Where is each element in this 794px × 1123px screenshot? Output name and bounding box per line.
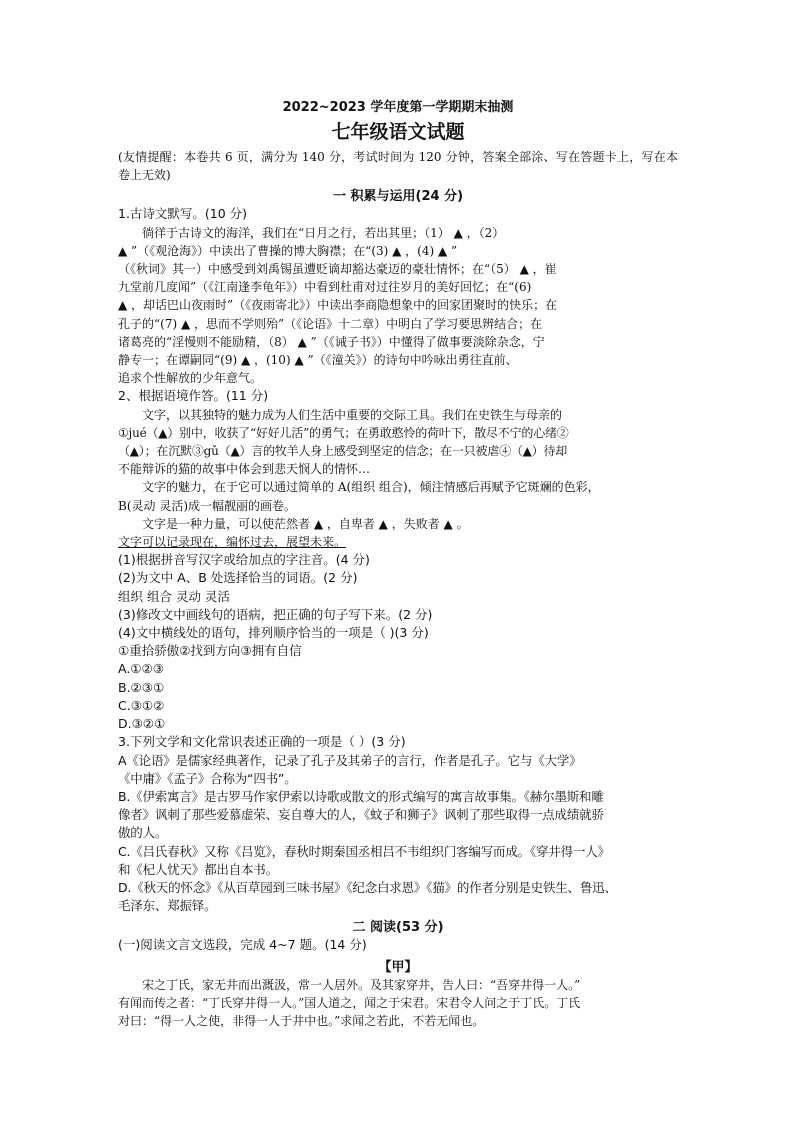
jia-text — [118, 976, 678, 1031]
q2-option: D.③②① — [118, 716, 166, 732]
q1-line: 九堂前几度闻”（《江南逢李龟年》）中看到杜甫对过往岁月的美好回忆；在“(6) — [118, 280, 532, 295]
q3-option: 毛泽东、郑振铎。 — [118, 898, 217, 914]
reading-section-1: (一)阅读文言文选段，完成 4~7 题。(14 分) — [118, 937, 367, 953]
q2-line: （▲）；在沉默③gǔ（▲）言的牧羊人身上感受到坚定的信念；在一只被虐④（▲）待却 — [118, 444, 568, 459]
jia-label: 【甲】 — [378, 959, 418, 975]
q3-option: 和《杞人忧天》都出自本书。 — [118, 861, 278, 877]
q3-options — [118, 752, 678, 916]
q1-line: 孔子的“(7) ▲ ，思而不学则殆”（《论语》十二章）中明白了学习要思辨结合；在 — [118, 316, 543, 331]
q2-line: B(灵动 灵活)成一幅靓丽的画卷。 — [118, 498, 296, 513]
q2-option: B.②③① — [118, 679, 165, 695]
q2-passage — [118, 406, 678, 552]
q2-subquestions — [118, 551, 678, 733]
q1-line: ▲ ，却话巴山夜雨时”（《夜雨寄北》）中读出李商隐想象中的回家团聚时的快乐；在 — [118, 298, 558, 313]
q1-line: 诸葛亮的“淫慢则不能励精，（8） ▲ ”（《诫子书》）中懂得了做事要淡除杂念，宁 — [118, 334, 545, 349]
q2-sub: (4)文中横线处的语句，排列顺序恰当的一项是（ )(3 分) — [118, 625, 429, 641]
part1-heading: 一 积累与运用(24 分) — [332, 189, 464, 205]
q1-line: （《秋词》其一）中感受到刘禹锡虽遭贬谪却豁达豪迈的豪壮情怀；在“（5） ▲ ，崔 — [118, 262, 557, 277]
q2-option: C.③①② — [118, 697, 165, 713]
q1-body — [118, 224, 678, 388]
q1-line: 徜徉于古诗文的海洋，我们在“日月之行，若出其里；（1） ▲ ，（2） — [142, 225, 505, 240]
jia-line: 宋之丁氏，家无井而出溉汲，常一人居外。及其家穿井，告人曰：“吾穿井得一人。” — [142, 977, 581, 992]
q2-option: A.①②③ — [118, 661, 164, 677]
q2-sub: 组织 组合 灵动 灵活 — [118, 588, 230, 604]
q1-line: 静专一；在谭嗣同“(9) ▲ ，(10) ▲ ”（《潼关》）的诗句中吟咏出勇往直前、 — [118, 353, 518, 368]
subject-title: 七年级语文试题 — [331, 121, 465, 143]
q3-option: 《中庸》《孟子》合称为“四书”。 — [118, 770, 297, 786]
q3-option: 傲的人。 — [118, 825, 168, 841]
part2-heading: 二 阅读(53 分) — [352, 920, 444, 936]
q1-line: ▲ ”（《观沧海》）中读出了曹操的博大胸襟；在“(3) ▲ ，(4) ▲ ” — [118, 243, 458, 258]
q2-sub: ①重拾骄傲②找到方向③拥有自信 — [118, 643, 302, 659]
q1-line: 追求个性解放的少年意气。 — [118, 371, 263, 386]
exam-title: 2022~2023 学年度第一学期期末抽测 — [282, 100, 514, 115]
q2-line: 文字是一种力量，可以使茫然者 ▲ ，自卑者 ▲ ，失败者 ▲ 。 — [142, 516, 469, 531]
q2-sub: (2)为文中 A、B 处选择恰当的词语。(2 分) — [118, 570, 358, 586]
q3-title: 3.下列文学和文化常识表述正确的一项是（ ）(3 分) — [118, 734, 406, 750]
q3-option: C.《吕氏春秋》又称《吕览》，春秋时期秦国丞相吕不韦组织门客编写而成。《穿井得一人》 — [118, 843, 610, 859]
jia-line: 对曰：“得一人之使，非得一人于井中也。”求闻之若此，不若无闻也。 — [118, 1013, 485, 1028]
q1-title: 1.古诗文默写。(10 分) — [118, 206, 248, 222]
q2-line: 不能辩诉的猫的故事中体会到悲天悯人的情怀… — [118, 462, 371, 477]
q3-option: B.《伊索寓言》是古罗马作家伊索以诗歌或散文的形式编写的寓言故事集。《赫尔墨斯和雕 — [118, 788, 604, 804]
jia-line: 有闻而传之者：“丁氏穿井得一人。”国人道之，闻之于宋君。宋君令人问之于丁氏。丁氏 — [118, 995, 581, 1010]
q3-option: D.《秋天的怀念》《从百草园到三味书屋》《纪念白求恩》《猫》的作者分别是史铁生、鲁迅、 — [118, 879, 617, 895]
q2-underlined-sentence: 文字可以记录现在，编怀过去，展望未来。 — [118, 535, 347, 550]
q2-line: 文字，以其独特的魅力成为人们生活中重要的交际工具。我们在史铁生与母亲的 — [142, 407, 563, 422]
q2-title: 2、根据语境作答。(11 分) — [118, 388, 269, 404]
q2-line: ①jué（▲）别中，收获了“好好儿活”的勇气；在勇敢憨怜的荷叶下，散尽不宁的心绪② — [118, 425, 569, 440]
q2-sub: (3)修改文中画线句的语病，把正确的句子写下来。(2 分) — [118, 606, 433, 622]
q2-sub: (1)根据拼音写汉字或给加点的字注音。(4 分) — [118, 552, 370, 568]
exam-notice: (友情提醒：本卷共 6 页，满分为 140 分，考试时间为 120 分钟，答案全部涂、写在答题卡上，写在本卷上无效) — [118, 150, 678, 183]
q2-line: 文字的魅力，在于它可以通过简单的 A(组织 组合)，倾注情感后再赋予它斑斓的色彩， — [142, 480, 600, 495]
q3-option: A《论语》是儒家经典著作，记录了孔子及其弟子的言行，作者是孔子。它与《大学》 — [118, 752, 582, 768]
q3-option: 像者》讽刺了那些爱慕虚荣、妄自尊大的人，《蚊子和狮子》讽刺了那些取得一点成绩就骄 — [118, 807, 604, 823]
exam-page — [118, 96, 678, 1030]
